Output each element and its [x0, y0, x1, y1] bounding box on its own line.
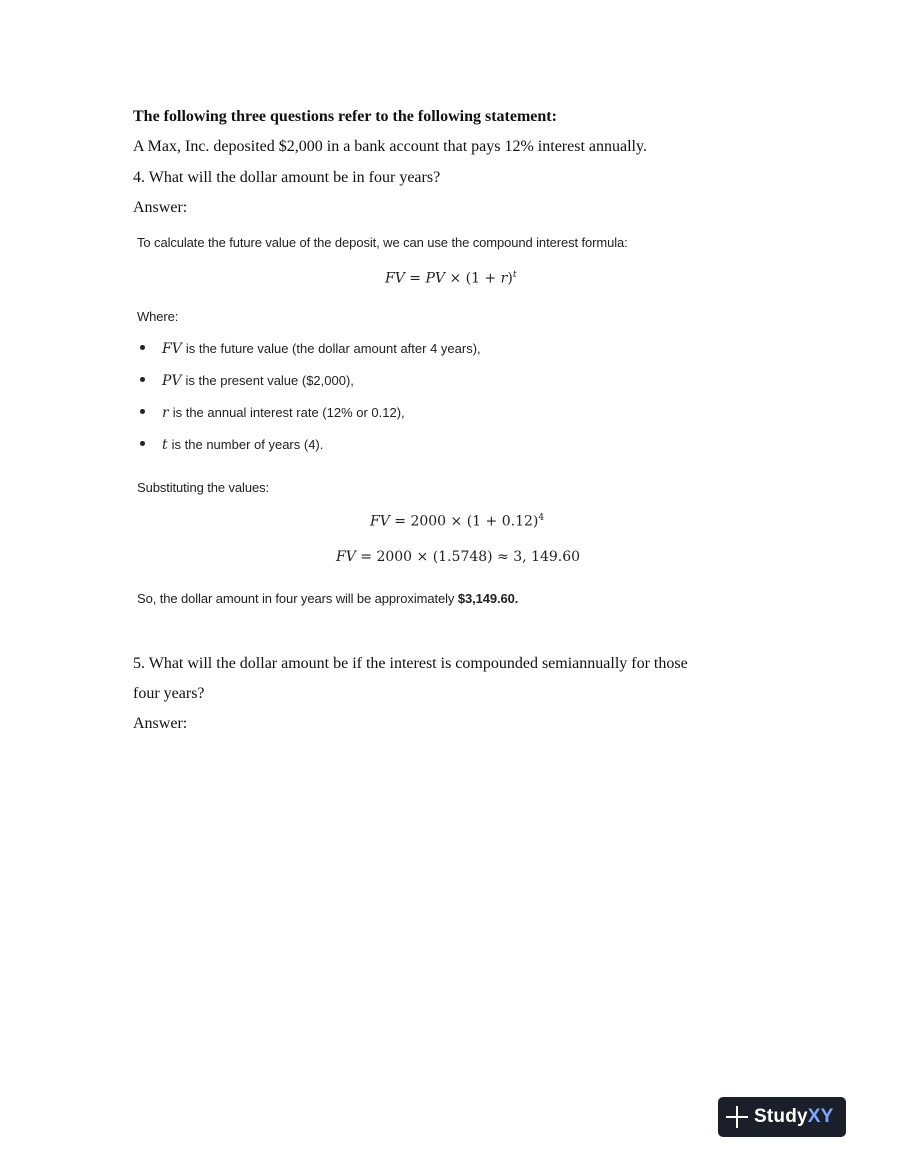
formula-exp: t	[512, 270, 517, 280]
bullet-t	[137, 436, 323, 454]
formula-close: )	[507, 270, 513, 287]
section-heading: The following three questions refer to the following statement:	[133, 108, 557, 125]
formula-fv: FV	[385, 270, 405, 287]
bullet-dot-icon	[140, 345, 145, 350]
where-label: Where:	[137, 309, 179, 324]
bullet-dot-icon	[140, 409, 145, 414]
conclusion-text: So, the dollar amount in four years will be approximately	[137, 591, 458, 606]
bullet-dot-icon	[140, 441, 145, 446]
sub1-exp: 4	[538, 513, 545, 523]
bullet-symbol: t	[162, 437, 168, 453]
answer-image-q4	[133, 226, 733, 618]
formula-pv: PV	[425, 270, 445, 287]
sub2-rhs: = 2000 × (1.5748) ≈ 3, 149.60	[355, 549, 581, 565]
compound-interest-formula	[385, 270, 516, 287]
bullet-text: is the number of years (4).	[171, 437, 324, 452]
sub1-rhs: = 2000 × (1 + 0.12)	[389, 513, 539, 530]
bullet-symbol: PV	[162, 373, 182, 389]
question-5-line-2: four years?	[133, 685, 205, 702]
bullet-dot-icon	[140, 377, 145, 382]
bullet-symbol: r	[162, 405, 169, 421]
bullet-text: is the annual interest rate (12% or 0.12),	[172, 405, 405, 420]
bullet-text: is the present value ($2,000),	[185, 373, 354, 388]
bullet-fv	[137, 340, 481, 358]
bullet-symbol: FV	[162, 341, 182, 357]
sub2-fv: FV	[336, 549, 356, 565]
substituting-label: Substituting the values:	[137, 480, 270, 495]
formula-r: r	[500, 270, 508, 287]
answer-conclusion	[137, 590, 518, 608]
conclusion-amount: $3,149.60.	[457, 591, 519, 606]
badge-brand	[754, 1106, 834, 1128]
studyxy-badge[interactable]	[718, 1097, 846, 1137]
brand-main: Study	[754, 1106, 808, 1127]
sub1-fv: FV	[370, 513, 390, 530]
answer-intro: To calculate the future value of the deposit, we can use the compound interest formula:	[137, 235, 628, 250]
formula-times: × (1 +	[445, 270, 501, 287]
bullet-pv	[137, 372, 354, 390]
plus-icon	[726, 1106, 748, 1128]
substitution-formula-1	[370, 513, 544, 530]
brand-accent: XY	[807, 1106, 834, 1127]
question-4: 4. What will the dollar amount be in four years?	[133, 169, 441, 186]
question-5-line-1: 5. What will the dollar amount be if the interest is compounded semiannually for those	[133, 655, 688, 672]
bullet-text: is the future value (the dollar amount after 4 years),	[185, 341, 481, 356]
problem-statement: A Max, Inc. deposited $2,000 in a bank account that pays 12% interest annually.	[133, 138, 647, 155]
formula-eq: =	[404, 270, 426, 287]
substitution-formula-2	[336, 549, 580, 565]
bullet-r	[137, 404, 405, 422]
answer-label-q4: Answer:	[133, 199, 188, 216]
answer-label-q5: Answer:	[133, 715, 188, 732]
